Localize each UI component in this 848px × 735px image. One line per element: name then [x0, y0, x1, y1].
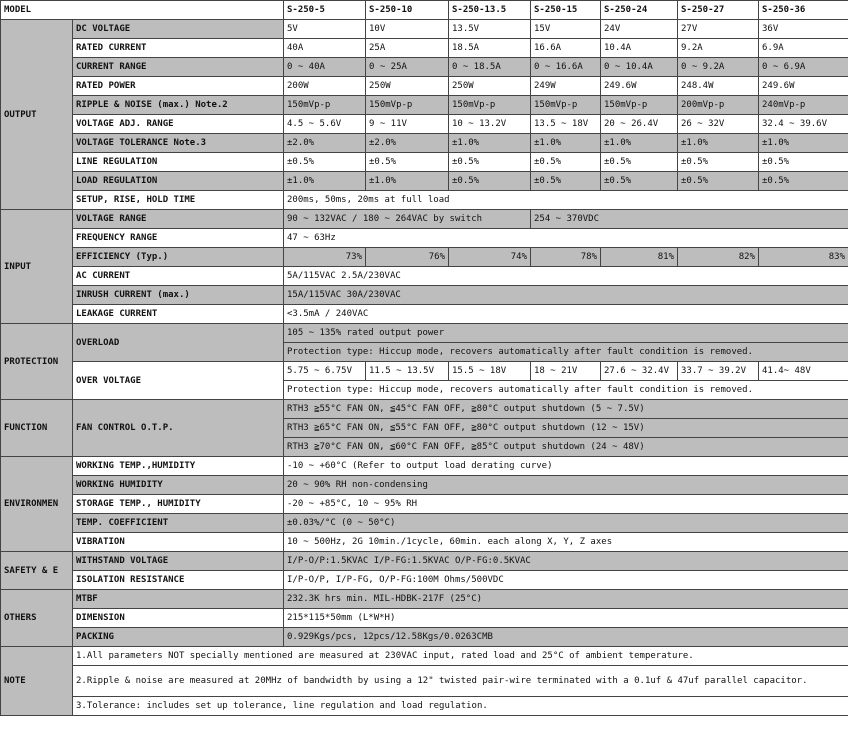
note-item: 3.Tolerance: includes set up tolerance, line regulation and load regulation. — [73, 697, 848, 716]
cell: 150mVp-p — [366, 96, 449, 115]
cell: ±0.03%/°C (0 ~ 50°C) — [284, 514, 848, 533]
row-storage — [1, 495, 848, 514]
cell: I/P-O/P, I/P-FG, O/P-FG:100M Ohms/500VDC — [284, 571, 848, 590]
row-vibration — [1, 533, 848, 552]
cell: 82% — [678, 248, 759, 267]
cell: ±0.5% — [678, 153, 759, 172]
cell: 0 ~ 40A — [284, 58, 366, 77]
row-label: CURRENT RANGE — [73, 58, 284, 77]
row-working-humidity — [1, 476, 848, 495]
row-label: FREQUENCY RANGE — [73, 229, 284, 248]
row-withstand — [1, 552, 848, 571]
cell: 4.5 ~ 5.6V — [284, 115, 366, 134]
cell: 10.4A — [601, 39, 678, 58]
cell: 0.929Kgs/pcs, 12pcs/12.58Kgs/0.0263CMB — [284, 628, 848, 647]
row-rated-current — [1, 39, 848, 58]
row-label: STORAGE TEMP., HUMIDITY — [73, 495, 284, 514]
row-label: OVER VOLTAGE — [73, 362, 284, 400]
cell: RTH3 ≧55°C FAN ON, ≦45°C FAN OFF, ≧80°C output shutdown (5 ~ 7.5V) — [284, 400, 848, 419]
row-label: LEAKAGE CURRENT — [73, 305, 284, 324]
row-inrush — [1, 286, 848, 305]
row-label: MTBF — [73, 590, 284, 609]
cell: 0 ~ 6.9A — [759, 58, 848, 77]
cell: 249W — [531, 77, 601, 96]
row-temp-coefficient — [1, 514, 848, 533]
cell: 16.6A — [531, 39, 601, 58]
row-label: DC VOLTAGE — [73, 20, 284, 39]
cell: 11.5 ~ 13.5V — [366, 362, 449, 381]
cell: 83% — [759, 248, 848, 267]
cell: ±1.0% — [601, 134, 678, 153]
cell: 249.6W — [601, 77, 678, 96]
cell: ±0.5% — [531, 172, 601, 191]
model-name: S-250-15 — [531, 1, 601, 20]
cell: 40A — [284, 39, 366, 58]
cell: 24V — [601, 20, 678, 39]
row-label: RATED POWER — [73, 77, 284, 96]
row-note-3 — [1, 697, 848, 716]
row-ac-current — [1, 267, 848, 286]
cell: 232.3K hrs min. MIL-HDBK-217F (25°C) — [284, 590, 848, 609]
row-label: WITHSTAND VOLTAGE — [73, 552, 284, 571]
cell: ±0.5% — [678, 172, 759, 191]
row-label: PACKING — [73, 628, 284, 647]
row-label: LINE REGULATION — [73, 153, 284, 172]
cell: -10 ~ +60°C (Refer to output load derating curve) — [284, 457, 848, 476]
cell: 6.9A — [759, 39, 848, 58]
row-label: OVERLOAD — [73, 324, 284, 362]
cell: ±1.0% — [531, 134, 601, 153]
cell: 90 ~ 132VAC / 180 ~ 264VAC by switch — [284, 210, 531, 229]
cell: 10 ~ 13.2V — [449, 115, 531, 134]
section-input: INPUT — [1, 210, 73, 324]
cell: 5.75 ~ 6.75V — [284, 362, 366, 381]
cell: 36V — [759, 20, 848, 39]
cell: 254 ~ 370VDC — [531, 210, 848, 229]
cell: ±1.0% — [759, 134, 848, 153]
row-label: WORKING HUMIDITY — [73, 476, 284, 495]
row-fan-control — [1, 400, 848, 419]
row-label: EFFICIENCY (Typ.) — [73, 248, 284, 267]
row-load-regulation — [1, 172, 848, 191]
cell: ±0.5% — [531, 153, 601, 172]
cell: 249.6W — [759, 77, 848, 96]
cell: 150mVp-p — [531, 96, 601, 115]
cell: ±0.5% — [601, 153, 678, 172]
header-row — [1, 1, 848, 20]
cell: 9 ~ 11V — [366, 115, 449, 134]
row-setup-time — [1, 191, 848, 210]
cell: 0 ~ 10.4A — [601, 58, 678, 77]
cell: ±1.0% — [678, 134, 759, 153]
row-working-temp — [1, 457, 848, 476]
cell: 74% — [449, 248, 531, 267]
model-name: S-250-27 — [678, 1, 759, 20]
row-label: INRUSH CURRENT (max.) — [73, 286, 284, 305]
cell: 240mVp-p — [759, 96, 848, 115]
row-isolation — [1, 571, 848, 590]
cell: ±1.0% — [284, 172, 366, 191]
row-input-voltage — [1, 210, 848, 229]
model-name: S-250-13.5 — [449, 1, 531, 20]
section-protection: PROTECTION — [1, 324, 73, 400]
cell: ±0.5% — [759, 153, 848, 172]
cell: 105 ~ 135% rated output power — [284, 324, 848, 343]
cell: 0 ~ 18.5A — [449, 58, 531, 77]
cell: 5V — [284, 20, 366, 39]
cell: 200ms, 50ms, 20ms at full load — [284, 191, 848, 210]
cell: 200W — [284, 77, 366, 96]
cell: 13.5V — [449, 20, 531, 39]
row-label: RATED CURRENT — [73, 39, 284, 58]
cell: 27.6 ~ 32.4V — [601, 362, 678, 381]
cell: 73% — [284, 248, 366, 267]
row-note-2 — [1, 666, 848, 697]
cell: 9.2A — [678, 39, 759, 58]
cell: RTH3 ≧70°C FAN ON, ≦60°C FAN OFF, ≧85°C output shutdown (24 ~ 48V) — [284, 438, 848, 457]
row-label: WORKING TEMP.,HUMIDITY — [73, 457, 284, 476]
row-label: LOAD REGULATION — [73, 172, 284, 191]
cell: RTH3 ≧65°C FAN ON, ≦55°C FAN OFF, ≧80°C output shutdown (12 ~ 15V) — [284, 419, 848, 438]
cell: -20 ~ +85°C, 10 ~ 95% RH — [284, 495, 848, 514]
row-label: TEMP. COEFFICIENT — [73, 514, 284, 533]
cell: 18.5A — [449, 39, 531, 58]
cell: ±0.5% — [601, 172, 678, 191]
cell: 32.4 ~ 39.6V — [759, 115, 848, 134]
cell: 0 ~ 9.2A — [678, 58, 759, 77]
cell: 18 ~ 21V — [531, 362, 601, 381]
cell: I/P-O/P:1.5KVAC I/P-FG:1.5KVAC O/P-FG:0.5KVAC — [284, 552, 848, 571]
row-efficiency — [1, 248, 848, 267]
section-output: OUTPUT — [1, 20, 73, 210]
cell: ±0.5% — [449, 172, 531, 191]
cell: 25A — [366, 39, 449, 58]
cell: 250W — [449, 77, 531, 96]
cell: 150mVp-p — [449, 96, 531, 115]
cell: 215*115*50mm (L*W*H) — [284, 609, 848, 628]
cell: ±0.5% — [366, 153, 449, 172]
cell: 0 ~ 16.6A — [531, 58, 601, 77]
cell: 10 ~ 500Hz, 2G 10min./1cycle, 60min. each along X, Y, Z axes — [284, 533, 848, 552]
cell: ±2.0% — [284, 134, 366, 153]
cell: 33.7 ~ 39.2V — [678, 362, 759, 381]
cell: ±0.5% — [284, 153, 366, 172]
section-safety: SAFETY & E — [1, 552, 73, 590]
cell: Protection type: Hiccup mode, recovers automatically after fault condition is removed. — [284, 381, 848, 400]
model-name: S-250-24 — [601, 1, 678, 20]
cell: 200mVp-p — [678, 96, 759, 115]
row-leakage — [1, 305, 848, 324]
model-label: MODEL — [1, 1, 284, 20]
row-current-range — [1, 58, 848, 77]
cell: 15.5 ~ 18V — [449, 362, 531, 381]
section-note: NOTE — [1, 647, 73, 716]
cell: ±1.0% — [449, 134, 531, 153]
row-label: VOLTAGE RANGE — [73, 210, 284, 229]
cell: ±2.0% — [366, 134, 449, 153]
row-over-voltage — [1, 362, 848, 381]
row-mtbf — [1, 590, 848, 609]
row-label: SETUP, RISE, HOLD TIME — [73, 191, 284, 210]
row-rated-power — [1, 77, 848, 96]
cell: 0 ~ 25A — [366, 58, 449, 77]
cell: 15A/115VAC 30A/230VAC — [284, 286, 848, 305]
model-name: S-250-5 — [284, 1, 366, 20]
cell: 10V — [366, 20, 449, 39]
row-label: RIPPLE & NOISE (max.) Note.2 — [73, 96, 284, 115]
cell: 47 ~ 63Hz — [284, 229, 848, 248]
cell: 81% — [601, 248, 678, 267]
row-voltage-adj — [1, 115, 848, 134]
row-label: FAN CONTROL O.T.P. — [73, 400, 284, 457]
cell: 13.5 ~ 18V — [531, 115, 601, 134]
row-label: VOLTAGE TOLERANCE Note.3 — [73, 134, 284, 153]
cell: ±0.5% — [449, 153, 531, 172]
row-ripple-noise — [1, 96, 848, 115]
cell: 20 ~ 90% RH non-condensing — [284, 476, 848, 495]
row-overload — [1, 324, 848, 343]
section-others: OTHERS — [1, 590, 73, 647]
cell: 250W — [366, 77, 449, 96]
cell: 5A/115VAC 2.5A/230VAC — [284, 267, 848, 286]
cell: <3.5mA / 240VAC — [284, 305, 848, 324]
cell: 150mVp-p — [601, 96, 678, 115]
note-item: 2.Ripple & noise are measured at 20MHz of bandwidth by using a 12" twisted pair-wire terminated with a 0.1uf & 47uf parallel capacitor. — [73, 666, 848, 697]
row-label: VIBRATION — [73, 533, 284, 552]
row-label: ISOLATION RESISTANCE — [73, 571, 284, 590]
row-frequency — [1, 229, 848, 248]
row-label: VOLTAGE ADJ. RANGE — [73, 115, 284, 134]
row-packing — [1, 628, 848, 647]
row-voltage-tolerance — [1, 134, 848, 153]
row-note-1 — [1, 647, 848, 666]
cell: 20 ~ 26.4V — [601, 115, 678, 134]
section-environment: ENVIRONMEN — [1, 457, 73, 552]
cell: 76% — [366, 248, 449, 267]
row-label: DIMENSION — [73, 609, 284, 628]
row-line-regulation — [1, 153, 848, 172]
row-dc-voltage — [1, 20, 848, 39]
cell: 15V — [531, 20, 601, 39]
model-name: S-250-36 — [759, 1, 848, 20]
row-dimension — [1, 609, 848, 628]
section-function: FUNCTION — [1, 400, 73, 457]
model-name: S-250-10 — [366, 1, 449, 20]
cell: 26 ~ 32V — [678, 115, 759, 134]
note-item: 1.All parameters NOT specially mentioned are measured at 230VAC input, rated load and 25°C of ambient temperature. — [73, 647, 848, 666]
cell: 150mVp-p — [284, 96, 366, 115]
cell: 78% — [531, 248, 601, 267]
cell: 27V — [678, 20, 759, 39]
cell: ±1.0% — [366, 172, 449, 191]
cell: 41.4~ 48V — [759, 362, 848, 381]
cell: 248.4W — [678, 77, 759, 96]
row-label: AC CURRENT — [73, 267, 284, 286]
cell: Protection type: Hiccup mode, recovers automatically after fault condition is removed. — [284, 343, 848, 362]
cell: ±0.5% — [759, 172, 848, 191]
